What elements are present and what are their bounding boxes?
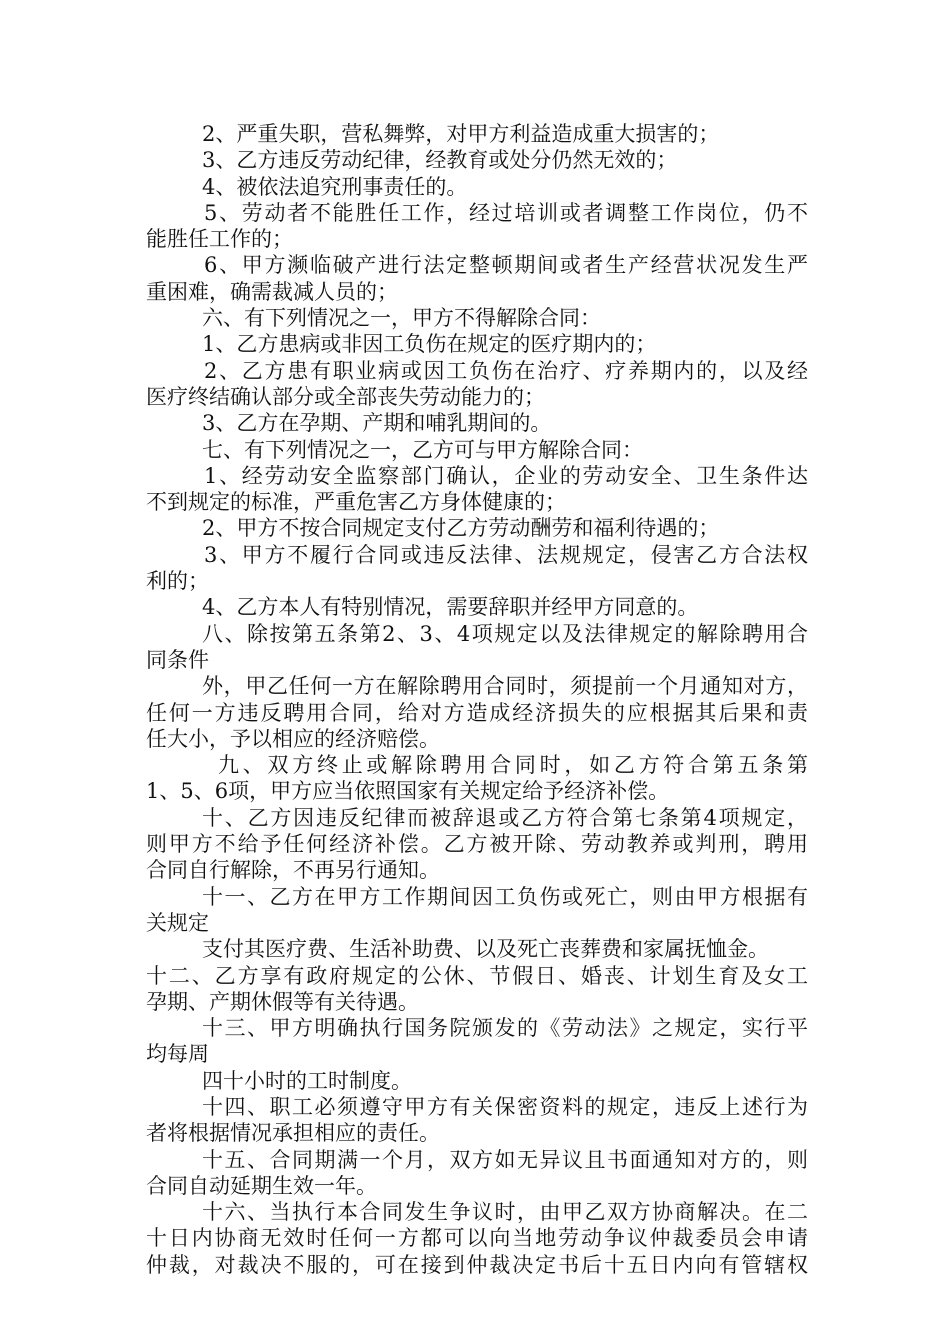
text-line: 十一、乙方在甲方工作期间因工负伤或死亡，则由甲方根据有 (202, 884, 808, 909)
text-line: 任大小，予以相应的经济赔偿。 (146, 726, 440, 751)
document-body (146, 121, 808, 1278)
text-line: 仲裁，对裁决不服的，可在接到仲裁决定书后十五日内向有管辖权 (146, 1252, 808, 1277)
text-line: 重困难，确需裁减人员的； (146, 279, 398, 304)
text-line: 3、乙方在孕期、产期和哺乳期间的。 (202, 411, 552, 436)
text-line: 者将根据情况承担相应的责任。 (146, 1121, 440, 1146)
text-line: 孕期、产期休假等有关待遇。 (146, 989, 419, 1014)
text-line: 2、严重失职，营私舞弊，对甲方利益造成重大损害的； (202, 122, 720, 146)
text-line: 6、甲方濒临破产进行法定整顿期间或者生产经营状况发生严 (204, 253, 808, 278)
text-line: 医疗终结确认部分或全部丧失劳动能力的； (146, 384, 545, 409)
text-line: 十二、乙方享有政府规定的公休、节假日、婚丧、计划生育及女工 (146, 963, 808, 988)
text-line: 利的； (146, 569, 209, 594)
text-line: 十六、当执行本合同发生争议时，由甲乙双方协商解决。在二 (202, 1200, 808, 1225)
text-line: 1、5、6项，甲方应当依照国家有关规定给予经济补偿。 (146, 779, 670, 804)
text-line: 同条件 (146, 647, 209, 672)
text-line: 5、劳动者不能胜任工作，经过培训或者调整工作岗位，仍不 (204, 200, 808, 225)
text-line: 四十小时的工时制度。 (202, 1068, 412, 1093)
text-line: 七、有下列情况之一，乙方可与甲方解除合同： (202, 437, 643, 462)
text-line: 十四、职工必须遵守甲方有关保密资料的规定，违反上述行为 (202, 1094, 808, 1119)
text-line: 合同自动延期生效一年。 (146, 1173, 377, 1198)
text-line: 关规定 (146, 910, 209, 935)
text-line: 任何一方违反聘用合同，给对方造成经济损失的应根据其后果和责 (146, 700, 808, 725)
text-line: 1、经劳动安全监察部门确认，企业的劳动安全、卫生条件达 (204, 463, 808, 488)
text-line: 十五、合同期满一个月，双方如无异议且书面通知对方的，则 (202, 1147, 808, 1172)
text-line: 九、双方终止或解除聘用合同时，如乙方符合第五条第 (218, 753, 808, 778)
text-line: 4、乙方本人有特别情况，需要辞职并经甲方同意的。 (202, 595, 699, 620)
text-line: 外，甲乙任何一方在解除聘用合同时，须提前一个月通知对方， (202, 674, 808, 699)
text-line: 则甲方不给予任何经济补偿。乙方被开除、劳动教养或判刑，聘用 (146, 832, 808, 857)
text-line: 八、除按第五条第2、3、4项规定以及法律规定的解除聘用合 (202, 621, 808, 646)
text-line: 2、甲方不按合同规定支付乙方劳动酬劳和福利待遇的； (202, 516, 720, 541)
text-line: 2、乙方患有职业病或因工负伤在治疗、疗养期内的，以及经 (204, 358, 808, 383)
text-line: 合同自行解除，不再另行通知。 (146, 858, 440, 883)
text-line: 支付其医疗费、生活补助费、以及死亡丧葬费和家属抚恤金。 (202, 937, 769, 962)
text-line: 十三、甲方明确执行国务院颁发的《劳动法》之规定，实行平 (202, 1016, 808, 1041)
text-line: 1、乙方患病或非因工负伤在规定的医疗期内的； (202, 332, 657, 357)
text-line: 能胜任工作的； (146, 227, 293, 252)
text-line: 均每周 (146, 1042, 209, 1067)
text-line: 3、乙方违反劳动纪律，经教育或处分仍然无效的； (202, 148, 678, 173)
text-line: 十日内协商无效时任何一方都可以向当地劳动争议仲裁委员会申请 (146, 1226, 808, 1251)
text-line: 3、甲方不履行合同或违反法律、法规规定，侵害乙方合法权 (204, 542, 808, 567)
text-line: 4、被依法追究刑事责任的。 (202, 174, 468, 199)
text-line: 六、有下列情况之一，甲方不得解除合同： (202, 306, 601, 331)
text-line: 十、乙方因违反纪律而被辞退或乙方符合第七条第4项规定， (202, 805, 808, 830)
text-line: 不到规定的标准，严重危害乙方身体健康的； (146, 490, 566, 515)
